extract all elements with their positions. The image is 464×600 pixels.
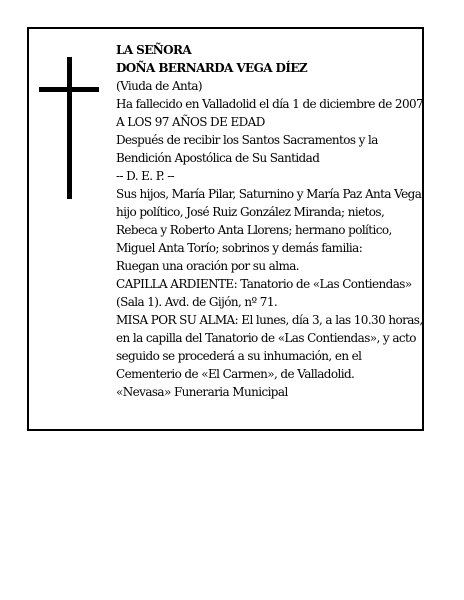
prayer-request: Ruegan una oración por su alma. [116, 259, 300, 273]
cross-icon [39, 57, 99, 199]
sacraments-line: Después de recibir los Santos Sacramentos y la Bendición Apostólica de Su Santidad [116, 133, 378, 165]
family-list: Sus hijos, María Pilar, Saturnino y María Paz Anta Vega; hijo político, José Ruiz González Miranda; nietos, Rebeca y Roberto Anta Llorens; hermano político, Miguel Anta Torío; sobrinos y demás familia: [116, 187, 425, 255]
obituary-notice [27, 27, 424, 431]
cross-horizontal-bar [39, 87, 99, 92]
age-line: A LOS 97 AÑOS DE EDAD [116, 115, 265, 129]
obituary-text [116, 41, 426, 401]
funeral-home: «Nevasa» Funeraria Municipal [116, 385, 288, 399]
cross-vertical-bar [67, 57, 72, 199]
deceased-name: DOÑA BERNARDA VEGA DÍEZ [116, 61, 308, 75]
mass-info: MISA POR SU ALMA: El lunes, día 3, a las 10.30 horas, en la capilla del Tanatorio de «Las Contiendas», y acto seguido se procederá a su inhumación, en el Cementerio de «El Carmen», de Valladolid. [116, 313, 423, 381]
widow-of: (Viuda de Anta) [116, 79, 203, 93]
chapel-info: CAPILLA ARDIENTE: Tanatorio de «Las Contiendas» (Sala 1). Avd. de Gijón, nº 71. [116, 277, 412, 309]
death-notice: Ha fallecido en Valladolid el día 1 de diciembre de 2007 [116, 97, 424, 111]
title-line: LA SEÑORA [116, 43, 192, 57]
rip-line: -- D. E. P. -- [116, 169, 175, 183]
